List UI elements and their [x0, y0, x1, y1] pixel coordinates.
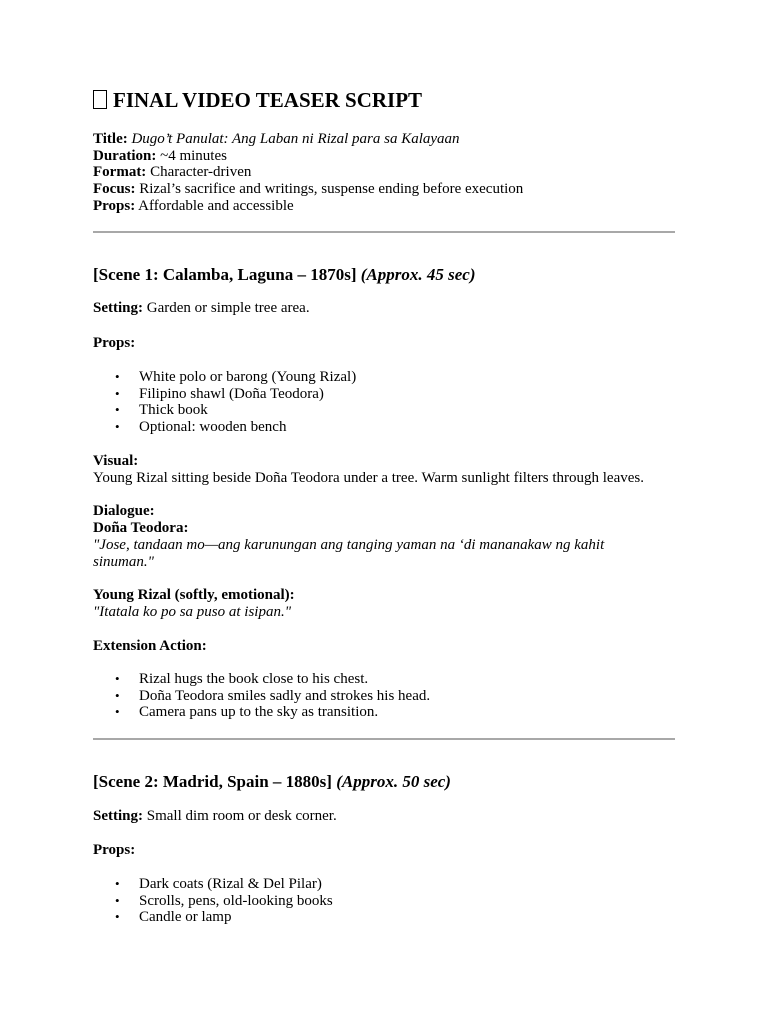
dialogue-line-continued: sinuman.": [93, 554, 154, 570]
missing-glyph-icon: [93, 90, 107, 109]
meta-label: Format:: [93, 164, 147, 180]
scene-1-props-label: [93, 335, 135, 352]
document-title-text: FINAL VIDEO TEASER SCRIPT: [113, 88, 423, 112]
scene-1-visual-label: [93, 453, 138, 470]
divider: [93, 738, 675, 740]
list-item: • Rizal hugs the book close to his chest.: [93, 671, 430, 688]
meta-value: Dugo’t Panulat: Ang Laban ni Rizal para sa Kalayaan: [131, 131, 460, 147]
meta-duration: [93, 148, 227, 165]
list-item: • Scrolls, pens, old-looking books: [93, 893, 333, 910]
list-item: • Filipino shawl (Doña Teodora): [93, 386, 356, 403]
props-label: Props:: [93, 842, 136, 858]
scene-1-setting: [93, 300, 310, 317]
visual-label: Visual:: [93, 453, 139, 469]
meta-value: ~4 minutes: [160, 148, 227, 164]
meta-label: Title:: [93, 131, 128, 147]
meta-label: Focus:: [93, 181, 136, 197]
scene-2-setting: [93, 808, 337, 825]
dialogue-line: "Itatala ko po sa puso at isipan.": [93, 604, 292, 620]
meta-value: Affordable and accessible: [138, 198, 294, 214]
list-item: • Dark coats (Rizal & Del Pilar): [93, 876, 333, 893]
scene-1-visual-text: Young Rizal sitting beside Doña Teodora under a tree. Warm sunlight filters through leaves.: [93, 470, 644, 486]
scene-1-props-list: [93, 369, 356, 435]
meta-format: [93, 164, 251, 181]
list-item: • Candle or lamp: [93, 909, 333, 926]
meta-label: Props:: [93, 198, 136, 214]
scene-heading-text: [Scene 2: Madrid, Spain – 1880s]: [93, 772, 332, 791]
setting-label: Setting:: [93, 808, 143, 824]
scene-duration: (Approx. 50 sec): [336, 772, 451, 791]
list-item: • Thick book: [93, 402, 356, 419]
meta-label: Duration:: [93, 148, 157, 164]
scene-1-extension-label: Extension Action:: [93, 638, 207, 654]
divider: [93, 231, 675, 233]
meta-title: [93, 131, 460, 148]
props-label: Props:: [93, 335, 136, 351]
meta-focus: [93, 181, 523, 198]
meta-props: [93, 198, 294, 215]
scene-2-heading: [93, 772, 451, 792]
speaker-young-rizal: Young Rizal (softly, emotional):: [93, 587, 295, 603]
list-item: • White polo or barong (Young Rizal): [93, 369, 356, 386]
list-item: • Doña Teodora smiles sadly and strokes his head.: [93, 688, 430, 705]
meta-value: Character-driven: [150, 164, 252, 180]
speaker-dona-teodora: Doña Teodora:: [93, 520, 189, 536]
scene-2-props-label: [93, 842, 135, 859]
list-item: • Camera pans up to the sky as transition.: [93, 704, 430, 721]
scene-2-props-list: [93, 876, 333, 926]
scene-1-dialogue-label: Dialogue:: [93, 503, 155, 519]
list-item: • Optional: wooden bench: [93, 419, 356, 436]
scene-heading-text: [Scene 1: Calamba, Laguna – 1870s]: [93, 265, 357, 284]
setting-label: Setting:: [93, 300, 143, 316]
scene-1-actions-list: [93, 671, 430, 721]
scene-1-heading: [93, 265, 476, 285]
document-title: [93, 88, 422, 113]
scene-duration: (Approx. 45 sec): [360, 265, 476, 284]
setting-value: Garden or simple tree area.: [146, 300, 310, 316]
meta-value: Rizal’s sacrifice and writings, suspense ending before execution: [139, 181, 524, 197]
dialogue-line: "Jose, tandaan mo—ang karunungan ang tanging yaman na ‘di mananakaw ng kahit: [93, 537, 605, 553]
setting-value: Small dim room or desk corner.: [146, 808, 337, 824]
